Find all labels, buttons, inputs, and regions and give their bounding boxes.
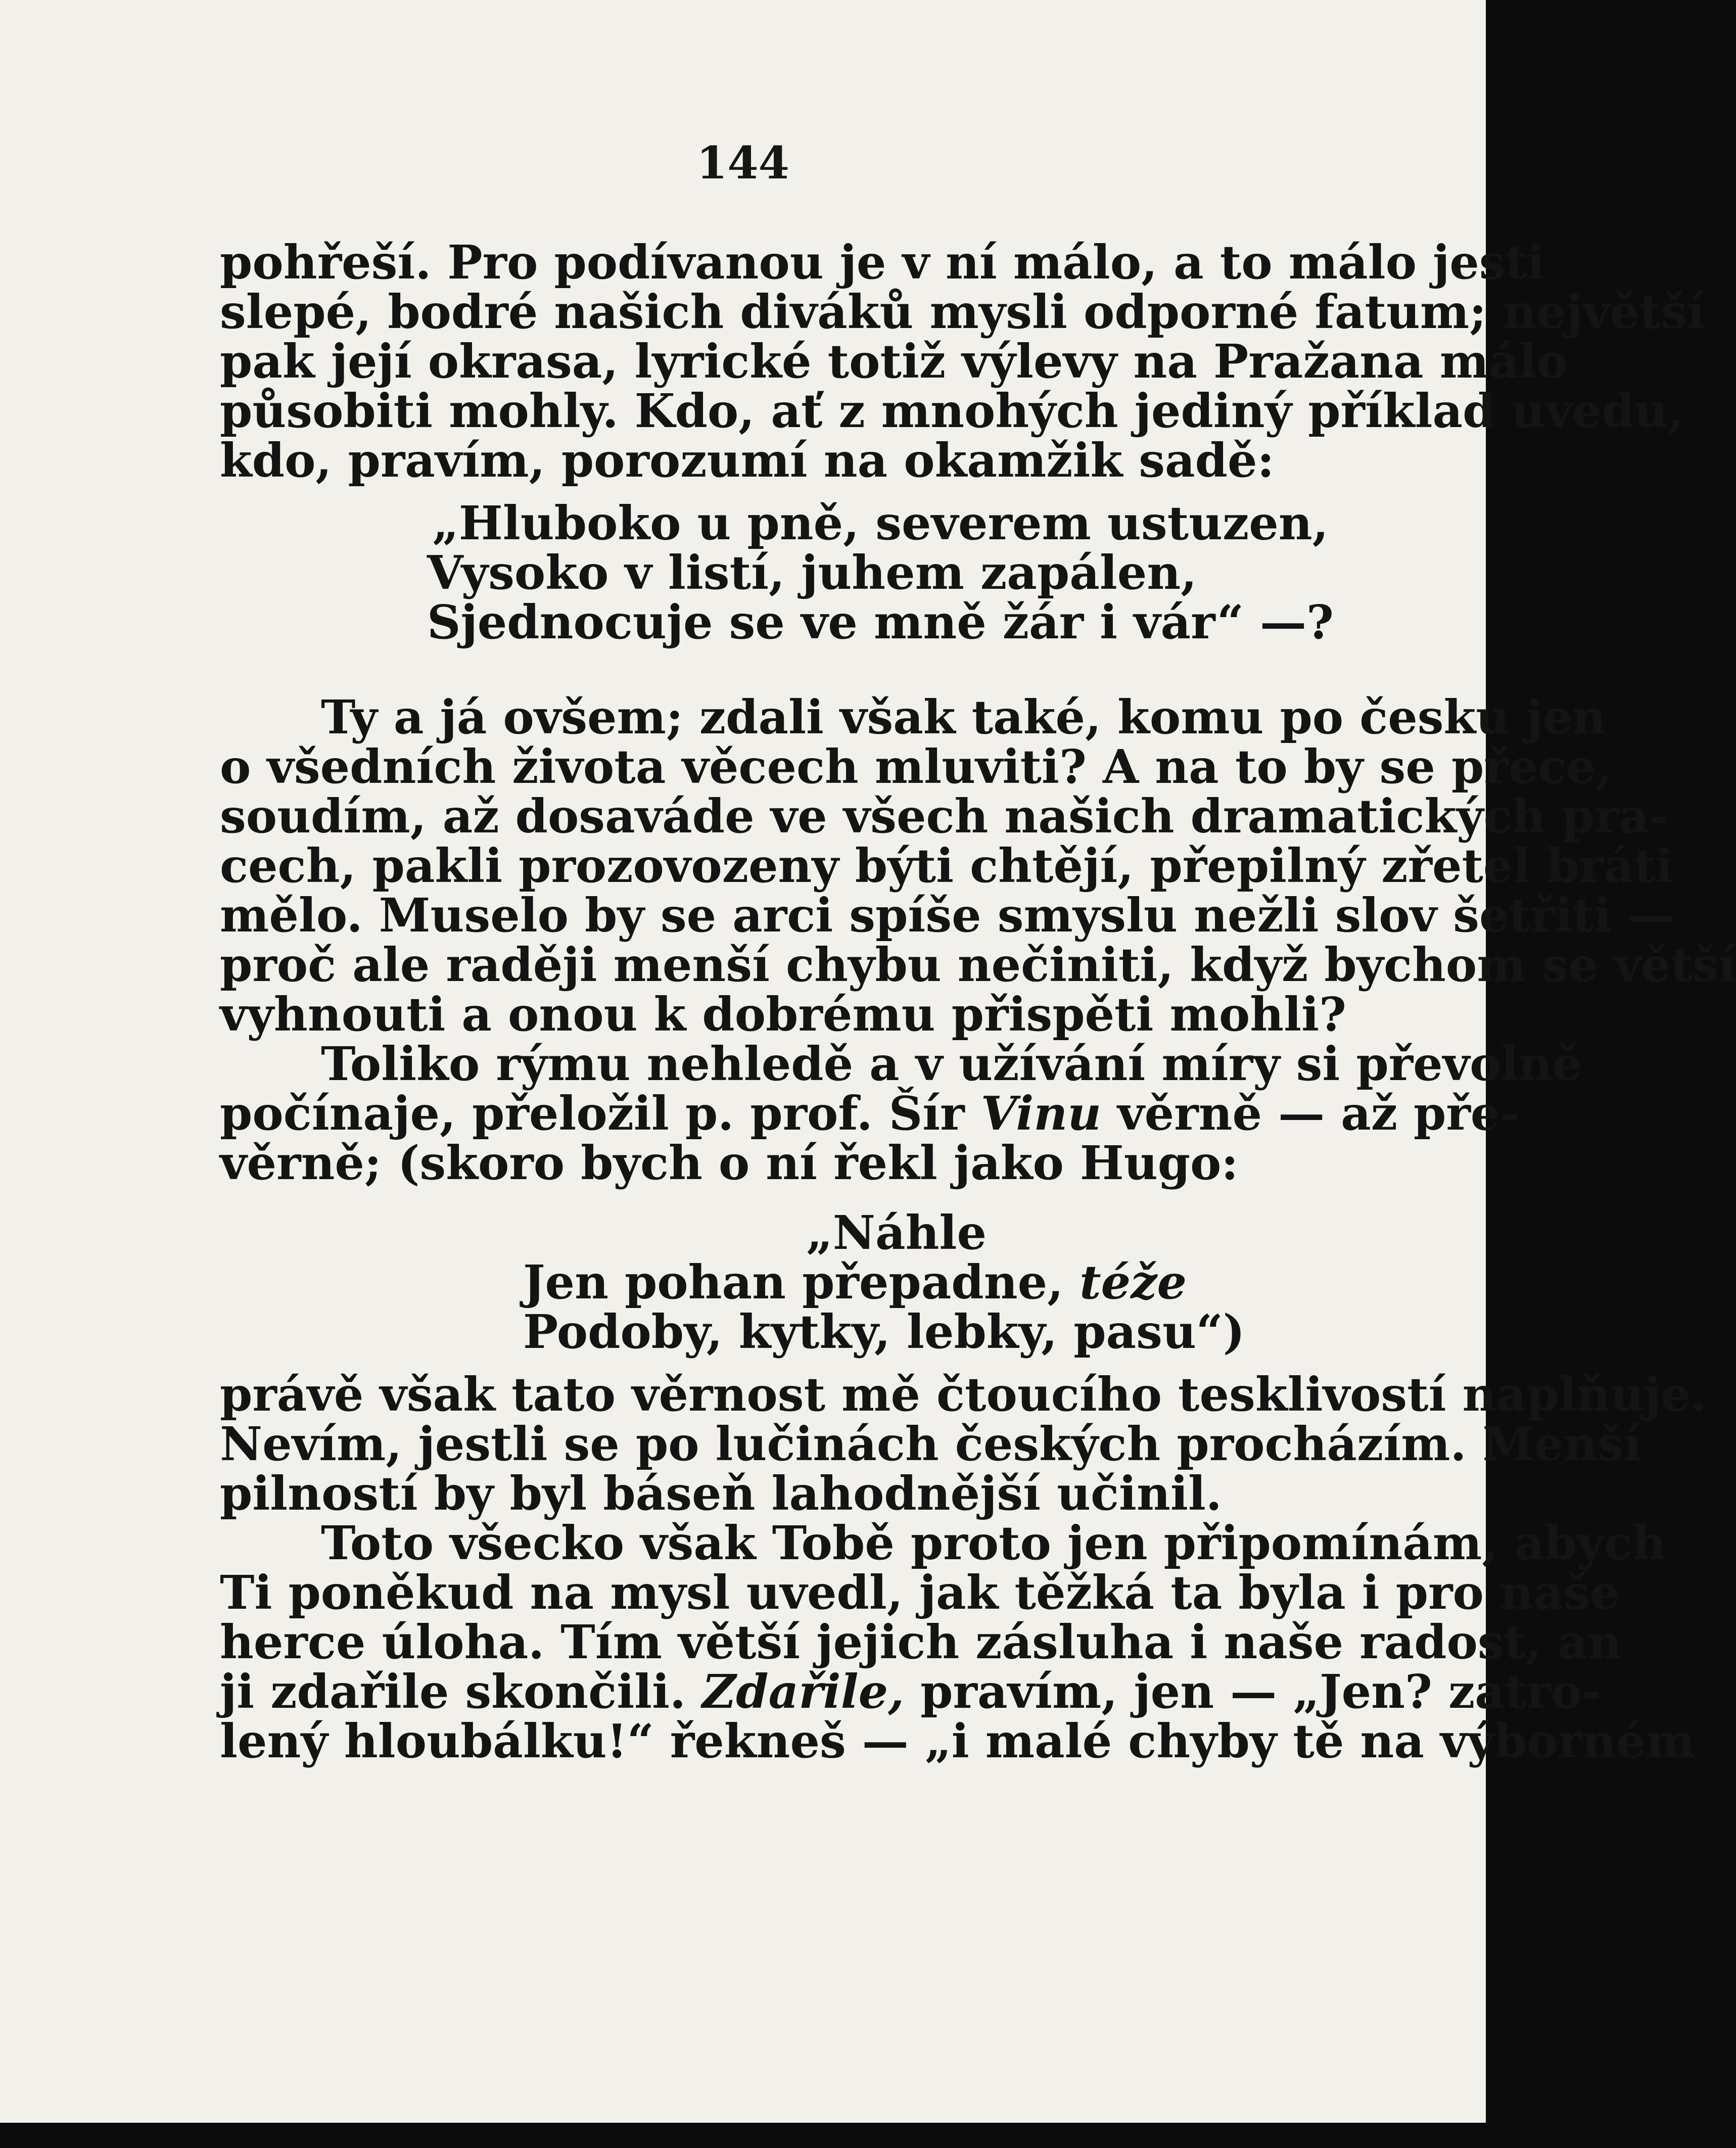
text-line [220,1664,1602,1719]
text-line: Ty a já ovšem; zdali však také, komu po česku jen [321,690,1606,744]
text-line: herce úloha. Tím větší jejich zásluha i naše radost, an [220,1615,1622,1669]
text-segment: počínaje, přeložil p. prof. Šír [220,1086,981,1141]
text-line: cech, pakli prozovozeny býti chtějí, přepilný zřetel bráti [220,838,1673,893]
italic-word: Zdařile, [702,1664,905,1719]
verse-line: „Náhle [806,1205,987,1260]
text-line: mělo. Muselo by se arci spíše smyslu nežli slov šetřiti — [220,888,1674,943]
text-line: Ti poněkud na mysl uvedl, jak těžká ta byla i pro naše [220,1565,1620,1620]
text-line: slepé, bodré našich diváků mysli odporné fatum; největší [220,285,1705,339]
text-line: pilností by byl báseň lahodnější učinil. [220,1466,1222,1521]
text-line: vyhnouti a onou k dobrému přispěti mohli? [220,987,1346,1042]
text-line: lený hloubálku!“ řekneš — „i malé chyby tě na výborném [220,1714,1695,1768]
text-line: Toto všecko však Tobě proto jen připomínám, abych [321,1516,1666,1570]
text-line: věrně; (skoro bych o ní řekl jako Hugo: [220,1136,1239,1190]
text-segment: věrně — až pře- [1101,1086,1520,1141]
text-line: pohřeší. Pro podívanou je v ní málo, a to málo jesti [220,235,1545,290]
text-line: soudím, až dosaváde ve všech našich dramatických pra- [220,789,1669,844]
verse-line: „Hluboko u pně, severem ustuzen, [432,496,1329,550]
verse-line [220,1255,1397,1310]
italic-title: Vinu [980,1086,1102,1141]
body-text [220,235,1736,1768]
text-line: pak její okrasa, lyrické totiž výlevy na Pražana málo [220,334,1568,389]
text-line: o všedních života věcech mluviti? A na to by se přece, [220,739,1612,794]
verse-line: Vysoko v listí, juhem zapálen, [427,545,1197,600]
text-line: právě však tato věrnost mě čtoucího tesklivostí naplňuje. [220,1367,1707,1422]
text-line: Toliko rýmu nehledě a v užívání míry si převolně [321,1037,1582,1091]
verse-line: Podoby, kytky, lebky, pasu“) [523,1304,1245,1359]
text-line [220,1086,1520,1141]
text-line: Nevím, jestli se po lučinách českých procházím. Menší [220,1417,1641,1471]
text-segment: ji zdařile skončili. [220,1664,702,1719]
text-line: proč ale raději menší chybu nečiniti, když bychom se větší [220,938,1736,992]
italic-word: téže [1080,1255,1187,1310]
text-line: kdo, pravím, porozumí na okamžik sadě: [220,433,1275,488]
text-segment: Jen pohan přepadne, [523,1255,1080,1310]
verse-line: Sjednocuje se ve mně žár i vár“ —? [427,595,1334,649]
text-line: působiti mohly. Kdo, ať z mnohých jediný příklad uvedu, [220,384,1684,438]
page-number: 144 [696,136,789,189]
text-segment: pravím, jen — „Jen? zatro- [904,1664,1602,1719]
